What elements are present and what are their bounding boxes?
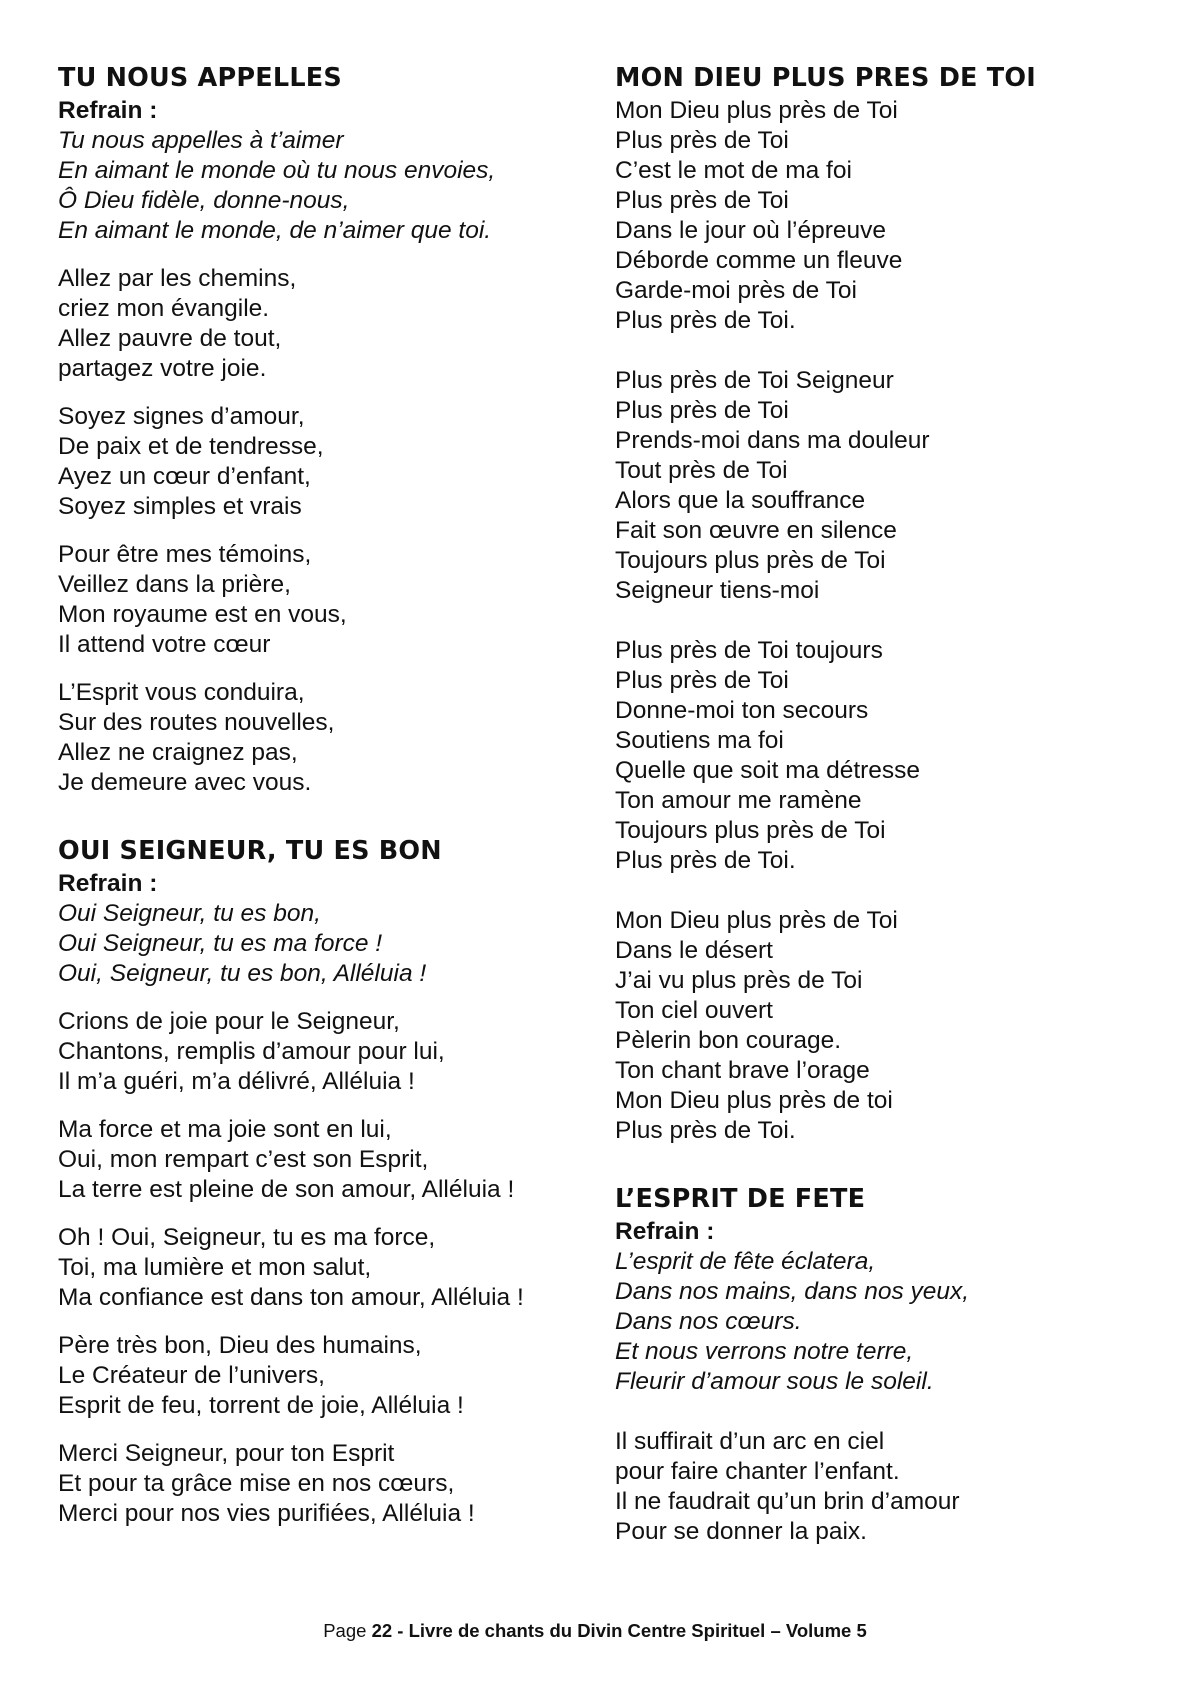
refrain [58,899,618,989]
lyric-line: Fait son œuvre en silence [615,517,897,544]
lyric-line: Je demeure avec vous. [58,769,312,796]
lyric-line: Déborde comme un fleuve [615,247,903,274]
lyric-line: Mon Dieu plus près de Toi [615,97,898,124]
lyric-line: Tout près de Toi [615,457,788,484]
stanza [58,264,618,384]
lyric-line: Il ne faudrait qu’un brin d’amour [615,1488,960,1515]
lyric-line: Ma force et ma joie sont en lui, [58,1116,392,1143]
lyric-line: Mon Dieu plus près de toi [615,1087,893,1114]
lyric-line: Crions de joie pour le Seigneur, [58,1008,400,1035]
lyric-line: Pour être mes témoins, [58,541,312,568]
lyric-line: Toi, ma lumière et mon salut, [58,1254,372,1281]
footer-page-word: Page [323,1620,372,1641]
lyric-line: Plus près de Toi. [615,307,796,334]
lyric-line: Pèlerin bon courage. [615,1027,842,1054]
refrain-line: En aimant le monde où tu nous envoies, [58,157,496,184]
song-esprit-de-fete [615,1181,1175,1547]
lyric-line: Oh ! Oui, Seigneur, tu es ma force, [58,1224,436,1251]
lyric-line: Allez par les chemins, [58,265,297,292]
left-column [58,60,618,1529]
lyric-line: Allez ne craignez pas, [58,739,298,766]
lyric-line: Sur des routes nouvelles, [58,709,335,736]
refrain-line: L’esprit de fête éclatera, [615,1248,876,1275]
lyric-line: Et pour ta grâce mise en nos cœurs, [58,1470,455,1497]
refrain-label: Refrain : [615,1218,715,1245]
lyric-line: Ton amour me ramène [615,787,862,814]
lyric-line: partagez votre joie. [58,355,267,382]
lyric-line: Donne-moi ton secours [615,697,869,724]
lyric-line: Dans le jour où l’épreuve [615,217,887,244]
lyric-line: Alors que la souffrance [615,487,866,514]
refrain-line: Oui Seigneur, tu es bon, [58,900,321,927]
lyric-line: Il m’a guéri, m’a délivré, Alléluia ! [58,1068,415,1095]
lyric-line: Ton chant brave l’orage [615,1057,870,1084]
stanza [58,402,618,522]
lyric-line: Toujours plus près de Toi [615,817,886,844]
refrain-line: Ô Dieu fidèle, donne-nous, [58,187,350,214]
refrain-line: En aimant le monde, de n’aimer que toi. [58,217,492,244]
stanza [615,1427,1175,1547]
lyric-line: Plus près de Toi [615,187,789,214]
refrain-line: Fleurir d’amour sous le soleil. [615,1368,934,1395]
song-tu-nous-appelles [58,60,618,798]
stanza [615,366,1175,606]
lyric-line: Prends-moi dans ma douleur [615,427,930,454]
lyric-line: Plus près de Toi Seigneur [615,367,894,394]
lyric-line: La terre est pleine de son amour, Alléluia ! [58,1176,515,1203]
stanza [58,1439,618,1529]
lyric-line: Dans le désert [615,937,773,964]
lyric-line: Oui, mon rempart c’est son Esprit, [58,1146,429,1173]
lyric-line: criez mon évangile. [58,295,270,322]
lyric-line: J’ai vu plus près de Toi [615,967,863,994]
refrain-label: Refrain : [58,97,158,124]
lyric-line: Père très bon, Dieu des humains, [58,1332,422,1359]
lyric-line: Plus près de Toi [615,667,789,694]
lyric-line: Merci Seigneur, pour ton Esprit [58,1440,395,1467]
lyric-line: Soutiens ma foi [615,727,784,754]
lyric-line: Plus près de Toi. [615,847,796,874]
refrain-label: Refrain : [58,870,158,897]
lyric-line: Plus près de Toi. [615,1117,796,1144]
stanza [615,96,1175,336]
lyric-line: Le Créateur de l’univers, [58,1362,325,1389]
stanza [58,1331,618,1421]
song-mon-dieu-plus-pres [615,60,1175,1146]
song-title: TU NOUS APPELLES [58,63,342,93]
right-column [615,60,1175,1547]
lyric-line: Garde-moi près de Toi [615,277,857,304]
refrain-line: Dans nos cœurs. [615,1308,802,1335]
refrain-line: Et nous verrons notre terre, [615,1338,914,1365]
lyric-line: Il attend votre cœur [58,631,271,658]
refrain [58,126,618,246]
lyric-line: pour faire chanter l’enfant. [615,1458,900,1485]
lyric-line: L’Esprit vous conduira, [58,679,305,706]
stanza [58,1223,618,1313]
song-oui-seigneur [58,833,618,1529]
lyric-line: Il suffirait d’un arc en ciel [615,1428,885,1455]
lyric-line: Ma confiance est dans ton amour, Alléluia ! [58,1284,524,1311]
lyric-line: Esprit de feu, torrent de joie, Alléluia ! [58,1392,464,1419]
stanza [58,678,618,798]
lyric-line: Pour se donner la paix. [615,1518,867,1545]
lyric-line: Quelle que soit ma détresse [615,757,921,784]
song-title: OUI SEIGNEUR, TU ES BON [58,836,442,866]
stanza [58,1007,618,1097]
refrain-line: Oui, Seigneur, tu es bon, Alléluia ! [58,960,427,987]
lyric-line: Ton ciel ouvert [615,997,773,1024]
song-title: MON DIEU PLUS PRES DE TOI [615,63,1036,93]
lyric-line: Plus près de Toi toujours [615,637,883,664]
lyric-line: Mon royaume est en vous, [58,601,347,628]
lyric-line: Plus près de Toi [615,397,789,424]
lyric-line: Seigneur tiens-moi [615,577,820,604]
lyric-line: Ayez un cœur d’enfant, [58,463,311,490]
stanza [58,540,618,660]
lyric-line: De paix et de tendresse, [58,433,324,460]
stanza [615,636,1175,876]
lyric-line: Toujours plus près de Toi [615,547,886,574]
lyric-line: Soyez signes d’amour, [58,403,305,430]
stanza [615,906,1175,1146]
lyric-line: C’est le mot de ma foi [615,157,852,184]
lyric-line: Plus près de Toi [615,127,789,154]
lyric-line: Chantons, remplis d’amour pour lui, [58,1038,445,1065]
refrain-line: Dans nos mains, dans nos yeux, [615,1278,970,1305]
refrain-line: Oui Seigneur, tu es ma force ! [58,930,383,957]
lyric-line: Soyez simples et vrais [58,493,302,520]
stanza [58,1115,618,1205]
song-title: L’ESPRIT DE FETE [615,1184,866,1214]
lyric-line: Veillez dans la prière, [58,571,291,598]
refrain-line: Tu nous appelles à t’aimer [58,127,344,154]
footer-page-info: 22 - Livre de chants du Divin Centre Spirituel – Volume 5 [371,1620,867,1641]
page-footer [0,1618,1190,1644]
lyric-line: Mon Dieu plus près de Toi [615,907,898,934]
lyric-line: Allez pauvre de tout, [58,325,282,352]
refrain [615,1247,1175,1397]
lyric-line: Merci pour nos vies purifiées, Alléluia ! [58,1500,475,1527]
